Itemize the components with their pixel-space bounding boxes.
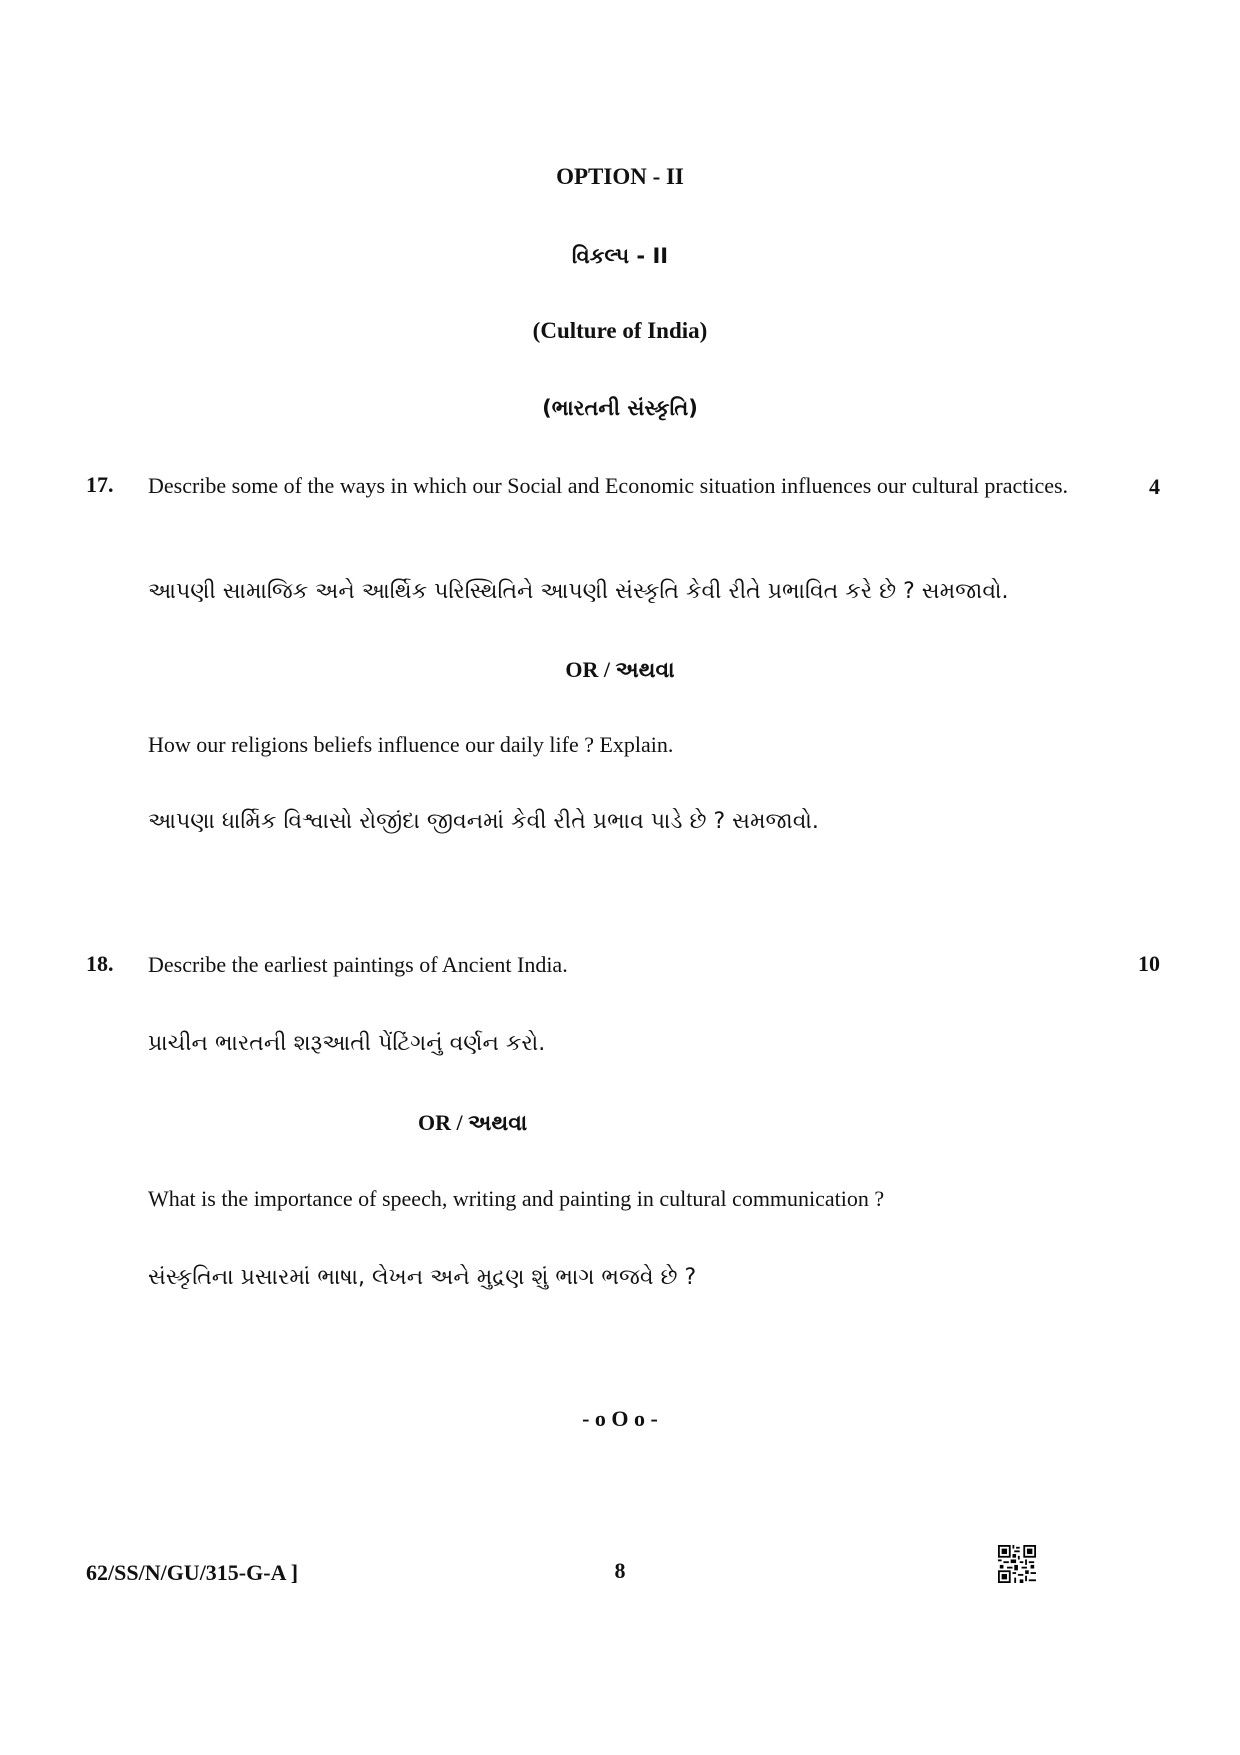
- question-17-text-gujarati: આપણી સામાજિક અને આર્થિક પરિસ્થિતિને આપણી સંસ્કૃતિ કેવી રીતે પ્રભાવિત કરે છે ? સમજાવો.: [148, 579, 1009, 604]
- question-17-marks: 4: [1149, 474, 1160, 499]
- question-17-or-label: OR / અથવા: [565, 657, 675, 682]
- question-18-alt-text: What is the importance of speech, writing and painting in cultural communication ?: [148, 1186, 885, 1211]
- subject-title-gujarati: (ભારતની સંસ્કૃતિ): [542, 396, 698, 420]
- paper-code: 62/SS/N/GU/315-G-A ]: [86, 1560, 299, 1585]
- question-17-alt-text: How our religions beliefs influence our daily life ? Explain.: [148, 732, 674, 757]
- question-18-text-gujarati: પ્રાચીન ભારતની શરૂઆતી પેંટિંગનું વર્ણન કરો.: [148, 1031, 546, 1056]
- page-number: 8: [614, 1558, 626, 1583]
- qr-code-icon: [998, 1545, 1036, 1583]
- question-18-text: Describe the earliest paintings of Ancient India.: [148, 952, 568, 977]
- question-17-text: Describe some of the ways in which our Social and Economic situation influences our cultural practices.: [148, 473, 1069, 498]
- question-17-number: 17.: [86, 472, 114, 497]
- question-18-number: 18.: [86, 951, 114, 976]
- question-18-marks: 10: [1138, 951, 1160, 976]
- option-title: OPTION - II: [556, 164, 684, 189]
- question-18-or-label: OR / અથવા: [418, 1110, 528, 1135]
- option-title-gujarati: વિકલ્પ - II: [571, 244, 669, 268]
- question-18-alt-text-gujarati: સંસ્કૃતિના પ્રસારમાં ભાષા, લેખન અને મુદ્રણ શું ભાગ ભજવે છે ?: [148, 1265, 697, 1290]
- end-marker: - o O o -: [582, 1406, 658, 1431]
- question-17-alt-text-gujarati: આપણા ધાર્મિક વિશ્વાસો રોજીંદા જીવનમાં કેવી રીતે પ્રભાવ પાડે છે ? સમજાવો.: [148, 809, 819, 834]
- subject-title: (Culture of India): [532, 318, 708, 343]
